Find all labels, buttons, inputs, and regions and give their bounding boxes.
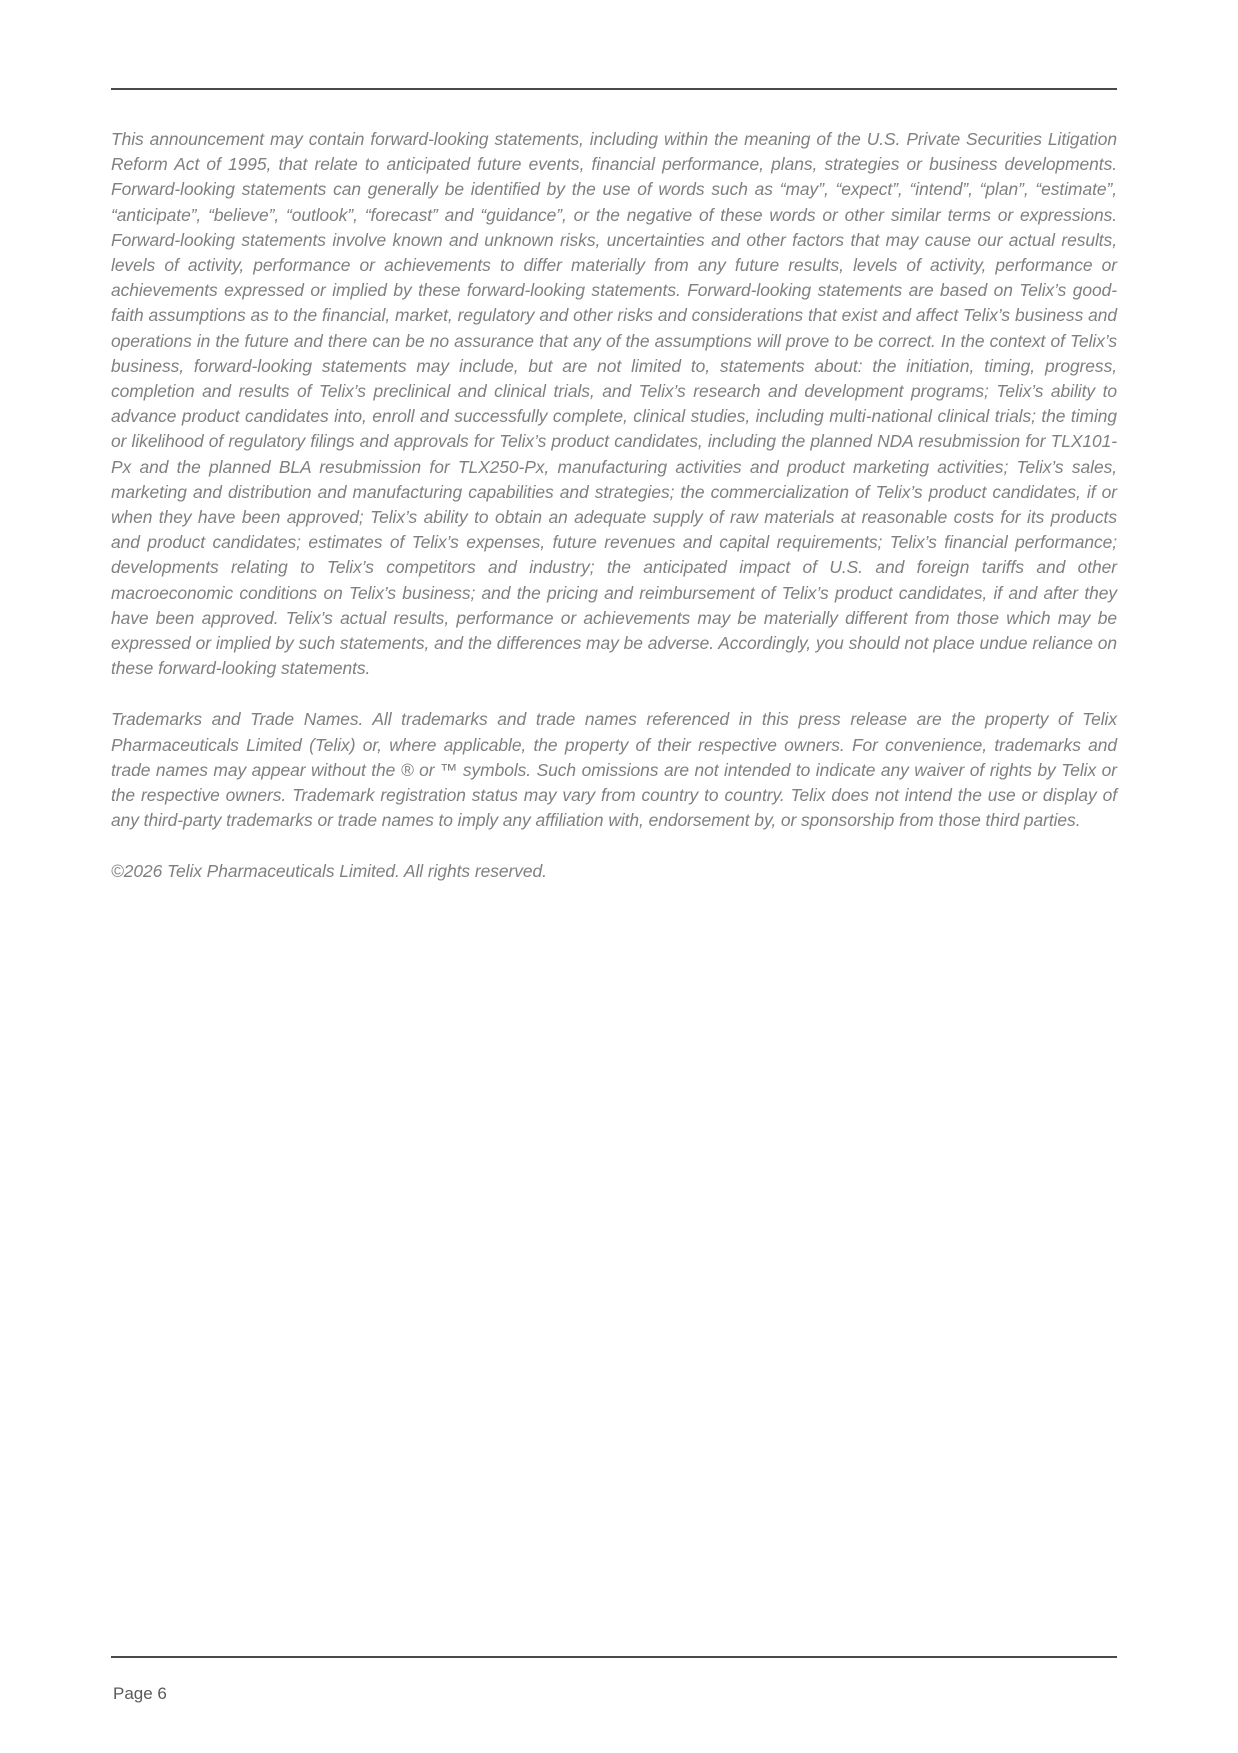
forward-looking-statements-paragraph: This announcement may contain forward-looking statements, including within the meaning of the U.S. Private Securities Litigation Reform Act of 1995, that relate to anticipated future events, financial performance, plans, strategies or business developments. Forward-looking statements can generally be identified by the use of words such as “may”, “expect”, “intend”, “plan”, “estimate”, “anticipate”, “believe”, “outlook”, “forecast” and “guidance”, or the negative of these words or other similar terms or expressions. Forward-looking statements involve known and unknown risks, uncertainties and other factors that may cause our actual results, levels of activity, performance or achievements to differ materially from any future results, levels of activity, performance or achievements expressed or implied by these forward-looking statements. Forward-looking statements are based on Telix’s good-faith assumptions as to the financial, market, regulatory and other risks and considerations that exist and affect Telix’s business and operations in the future and there can be no assurance that any of the assumptions will prove to be correct. In the context of Telix’s business, forward-looking statements may include, but are not limited to, statements about: the initiation, timing, progress, completion and results of Telix’s preclinical and clinical trials, and Telix’s research and development programs; Telix’s ability to advance product candidates into, enroll and successfully complete, clinical studies, including multi-national clinical trials; the timing or likelihood of regulatory filings and approvals for Telix’s product candidates, including the planned NDA resubmission for TLX101-Px and the planned BLA resubmission for TLX250-Px, manufacturing activities and product marketing activities; Telix’s sales, marketing and distribution and manufacturing capabilities and strategies; the commercialization of Telix’s product candidates, if or when they have been approved; Telix’s ability to obtain an adequate supply of raw materials at reasonable costs for its products and product candidates; estimates of Telix’s expenses, future revenues and capital requirements; Telix’s financial performance; developments relating to Telix’s competitors and industry; the anticipated impact of U.S. and foreign tariffs and other macroeconomic conditions on Telix’s business; and the pricing and reimbursement of Telix’s product candidates, if and after they have been approved. Telix’s actual results, performance or achievements may be materially different from those which may be expressed or implied by such statements, and the differences may be adverse. Accordingly, you should not place undue reliance on these forward-looking statements. bbox=[111, 129, 1117, 679]
document-body bbox=[111, 127, 1117, 885]
trademarks-and-trade-names-paragraph: Trademarks and Trade Names. All trademarks and trade names referenced in this press release are the property of Telix Pharmaceuticals Limited (Telix) or, where applicable, the property of their respective owners. For convenience, trademarks and trade names may appear without the ® or ™ symbols. Such omissions are not intended to indicate any waiver of rights by Telix or the respective owners. Trademark registration status may vary from country to country. Telix does not intend the use or display of any third-party trademarks or trade names to imply any affiliation with, endorsement by, or sponsorship from those third parties. bbox=[111, 709, 1117, 831]
footer-divider bbox=[111, 1656, 1117, 1658]
header-divider bbox=[111, 88, 1117, 90]
page-footer bbox=[113, 1683, 1119, 1705]
page-number-label: Page 6 bbox=[113, 1684, 167, 1703]
copyright-notice: ©2026 Telix Pharmaceuticals Limited. All rights reserved. bbox=[111, 861, 547, 882]
